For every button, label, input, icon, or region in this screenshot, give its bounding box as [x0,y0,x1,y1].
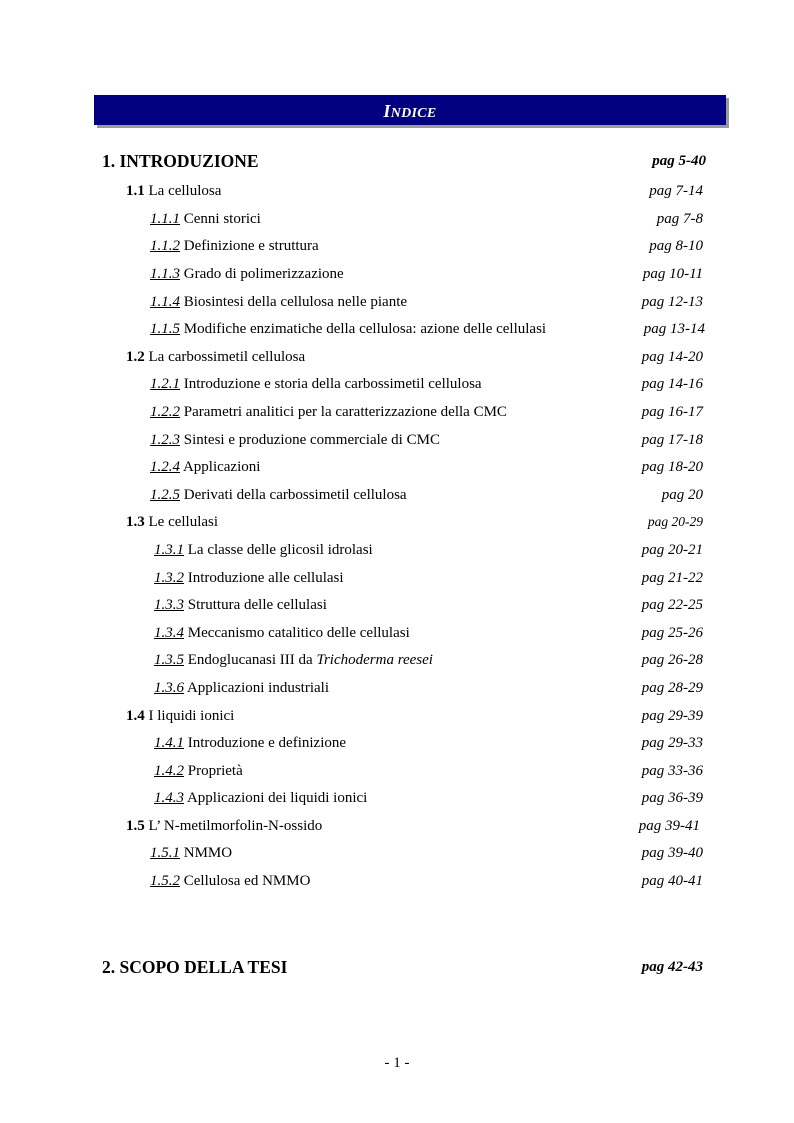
toc-subsection-1-5-1[interactable] [0,841,794,865]
toc-subsection-1-1-1[interactable] [0,207,794,231]
toc-subsection-title: Applicazioni [182,459,261,475]
toc-subsection-title: Cenni storici [183,211,261,227]
toc-section-1-4[interactable] [0,704,794,728]
toc-page-ref: pag 7-14 [649,183,703,199]
toc-subsection-title: Parametri analitici per la caratterizzazione della CMC [183,404,507,420]
toc-subsection-1-4-2[interactable] [0,759,794,783]
toc-page-ref: pag 29-33 [641,735,703,751]
toc-section-title: La cellulosa [148,183,222,199]
toc-subsection-1-2-1[interactable] [0,372,794,396]
toc-chapter-2[interactable] [0,955,794,979]
toc-page-ref: pag 21-22 [641,570,703,586]
toc-subsection-number: 1.5.1 [150,845,180,861]
toc-section-title: La carbossimetil cellulosa [148,349,306,365]
toc-page-ref: pag 25-26 [641,625,703,641]
toc-subsection-1-3-1[interactable] [0,538,794,562]
toc-subsection-number: 1.4.1 [154,735,184,751]
toc-subsection-number: 1.2.3 [150,432,180,448]
toc-subsection-title: Struttura delle cellulasi [187,597,327,613]
toc-section-title: L’ N-metilmorfolin-N-ossido [148,818,323,834]
toc-page-ref: pag 29-39 [641,708,703,724]
toc-page-ref: pag 33-36 [641,763,703,779]
toc-subsection-title: Introduzione e storia della carbossimetil cellulosa [183,376,482,392]
index-heading-banner [94,95,726,125]
toc-page-ref: pag 40-41 [641,873,703,889]
toc-page-ref: pag 39-40 [641,845,703,861]
index-heading-rest: NDICE [390,106,437,121]
toc-subsection-title: Endoglucanasi III da [187,652,313,668]
toc-subsection-1-3-3[interactable] [0,593,794,617]
toc-page-ref: pag 8-10 [649,238,703,254]
toc-subsection-number: 1.3.3 [154,597,184,613]
toc-page-ref: pag 42-43 [641,959,703,975]
toc-subsection-1-3-5[interactable] [0,648,794,672]
toc-subsection-number: 1.3.4 [154,625,184,641]
toc-section-number: 1.4 [126,708,145,724]
toc-chapter-title: 2. SCOPO DELLA TESI [102,957,288,977]
toc-page-ref: pag 5-40 [652,153,706,169]
toc-page-ref: pag 20-21 [641,542,703,558]
toc-subsection-title: NMMO [183,845,233,861]
toc-subsection-number: 1.1.4 [150,294,180,310]
index-heading-initial: I [383,101,391,121]
toc-page-ref: pag 22-25 [641,597,703,613]
toc-page-ref: pag 13-14 [643,321,705,337]
toc-subsection-1-3-2[interactable] [0,566,794,590]
toc-page-ref: pag 7-8 [656,211,703,227]
toc-subsection-number: 1.2.4 [150,459,180,475]
toc-subsection-number: 1.1.5 [150,321,180,337]
toc-subsection-title: Sintesi e produzione commerciale di CMC [183,432,440,448]
page-number-footer: - 1 - [384,1055,410,1071]
toc-subsection-number: 1.1.3 [150,266,180,282]
toc-subsection-title: Applicazioni dei liquidi ionici [186,790,368,806]
toc-subsection-number: 1.2.1 [150,376,180,392]
toc-page-ref: pag 12-13 [641,294,703,310]
toc-page-ref: pag 10-11 [642,266,703,282]
toc-subsection-1-1-5[interactable] [0,317,794,341]
toc-subsection-title: Definizione e struttura [183,238,319,254]
toc-page-ref: pag 39-41 [638,818,700,834]
toc-subsection-1-1-3[interactable] [0,262,794,286]
toc-subsection-1-2-2[interactable] [0,400,794,424]
toc-subsection-number: 1.2.2 [150,404,180,420]
toc-subsection-number: 1.3.5 [154,652,184,668]
toc-subsection-number: 1.5.2 [150,873,180,889]
toc-subsection-title: Grado di polimerizzazione [183,266,344,282]
toc-page-ref: pag 36-39 [641,790,703,806]
toc-section-title: Le cellulasi [148,514,219,530]
toc-subsection-1-4-3[interactable] [0,786,794,810]
toc-page-ref: pag 20-29 [647,514,703,529]
toc-section-number: 1.1 [126,183,145,199]
toc-subsection-1-4-1[interactable] [0,731,794,755]
toc-section-title: I liquidi ionici [148,708,235,724]
toc-subsection-1-2-3[interactable] [0,428,794,452]
toc-subsection-1-5-2[interactable] [0,869,794,893]
toc-subsection-title-species: Trichoderma reesei [316,652,433,668]
toc-subsection-number: 1.2.5 [150,487,180,503]
toc-section-1-3[interactable] [0,510,794,534]
toc-page-ref: pag 18-20 [641,459,703,475]
toc-subsection-number: 1.1.1 [150,211,180,227]
toc-section-1-2[interactable] [0,345,794,369]
toc-page-ref: pag 16-17 [641,404,703,420]
toc-section-1-1[interactable] [0,179,794,203]
toc-subsection-title: Cellulosa ed NMMO [183,873,311,889]
toc-subsection-1-3-4[interactable] [0,621,794,645]
toc-subsection-number: 1.4.2 [154,763,184,779]
toc-subsection-title: Biosintesi della cellulosa nelle piante [183,294,408,310]
toc-page-ref: pag 20 [661,487,703,503]
toc-subsection-1-3-6[interactable] [0,676,794,700]
toc-subsection-number: 1.1.2 [150,238,180,254]
toc-section-number: 1.3 [126,514,145,530]
toc-subsection-number: 1.4.3 [154,790,184,806]
toc-subsection-1-1-4[interactable] [0,290,794,314]
toc-chapter-1[interactable] [0,149,794,173]
toc-subsection-1-1-2[interactable] [0,234,794,258]
toc-subsection-number: 1.3.1 [154,542,184,558]
toc-page-ref: pag 14-16 [641,376,703,392]
toc-subsection-number: 1.3.2 [154,570,184,586]
toc-section-1-5[interactable] [0,814,794,838]
toc-subsection-1-2-5[interactable] [0,483,794,507]
toc-subsection-title: La classe delle glicosil idrolasi [187,542,373,558]
toc-subsection-number: 1.3.6 [154,680,184,696]
toc-page-ref: pag 26-28 [641,652,703,668]
toc-section-number: 1.2 [126,349,145,365]
toc-subsection-title: Applicazioni industriali [186,680,329,696]
toc-subsection-1-2-4[interactable] [0,455,794,479]
toc-subsection-title: Derivati della carbossimetil cellulosa [183,487,407,503]
toc-page-ref: pag 17-18 [641,432,703,448]
toc-subsection-title: Introduzione e definizione [187,735,347,751]
toc-subsection-title: Introduzione alle cellulasi [187,570,344,586]
toc-page-ref: pag 14-20 [641,349,703,365]
toc-subsection-title: Modifiche enzimatiche della cellulosa: azione delle cellulasi [183,321,547,337]
toc-section-number: 1.5 [126,818,145,834]
toc-page-ref: pag 28-29 [641,680,703,696]
toc-subsection-title: Proprietà [187,763,243,779]
toc-chapter-title: 1. INTRODUZIONE [102,151,259,171]
toc-subsection-title: Meccanismo catalitico delle cellulasi [187,625,410,641]
